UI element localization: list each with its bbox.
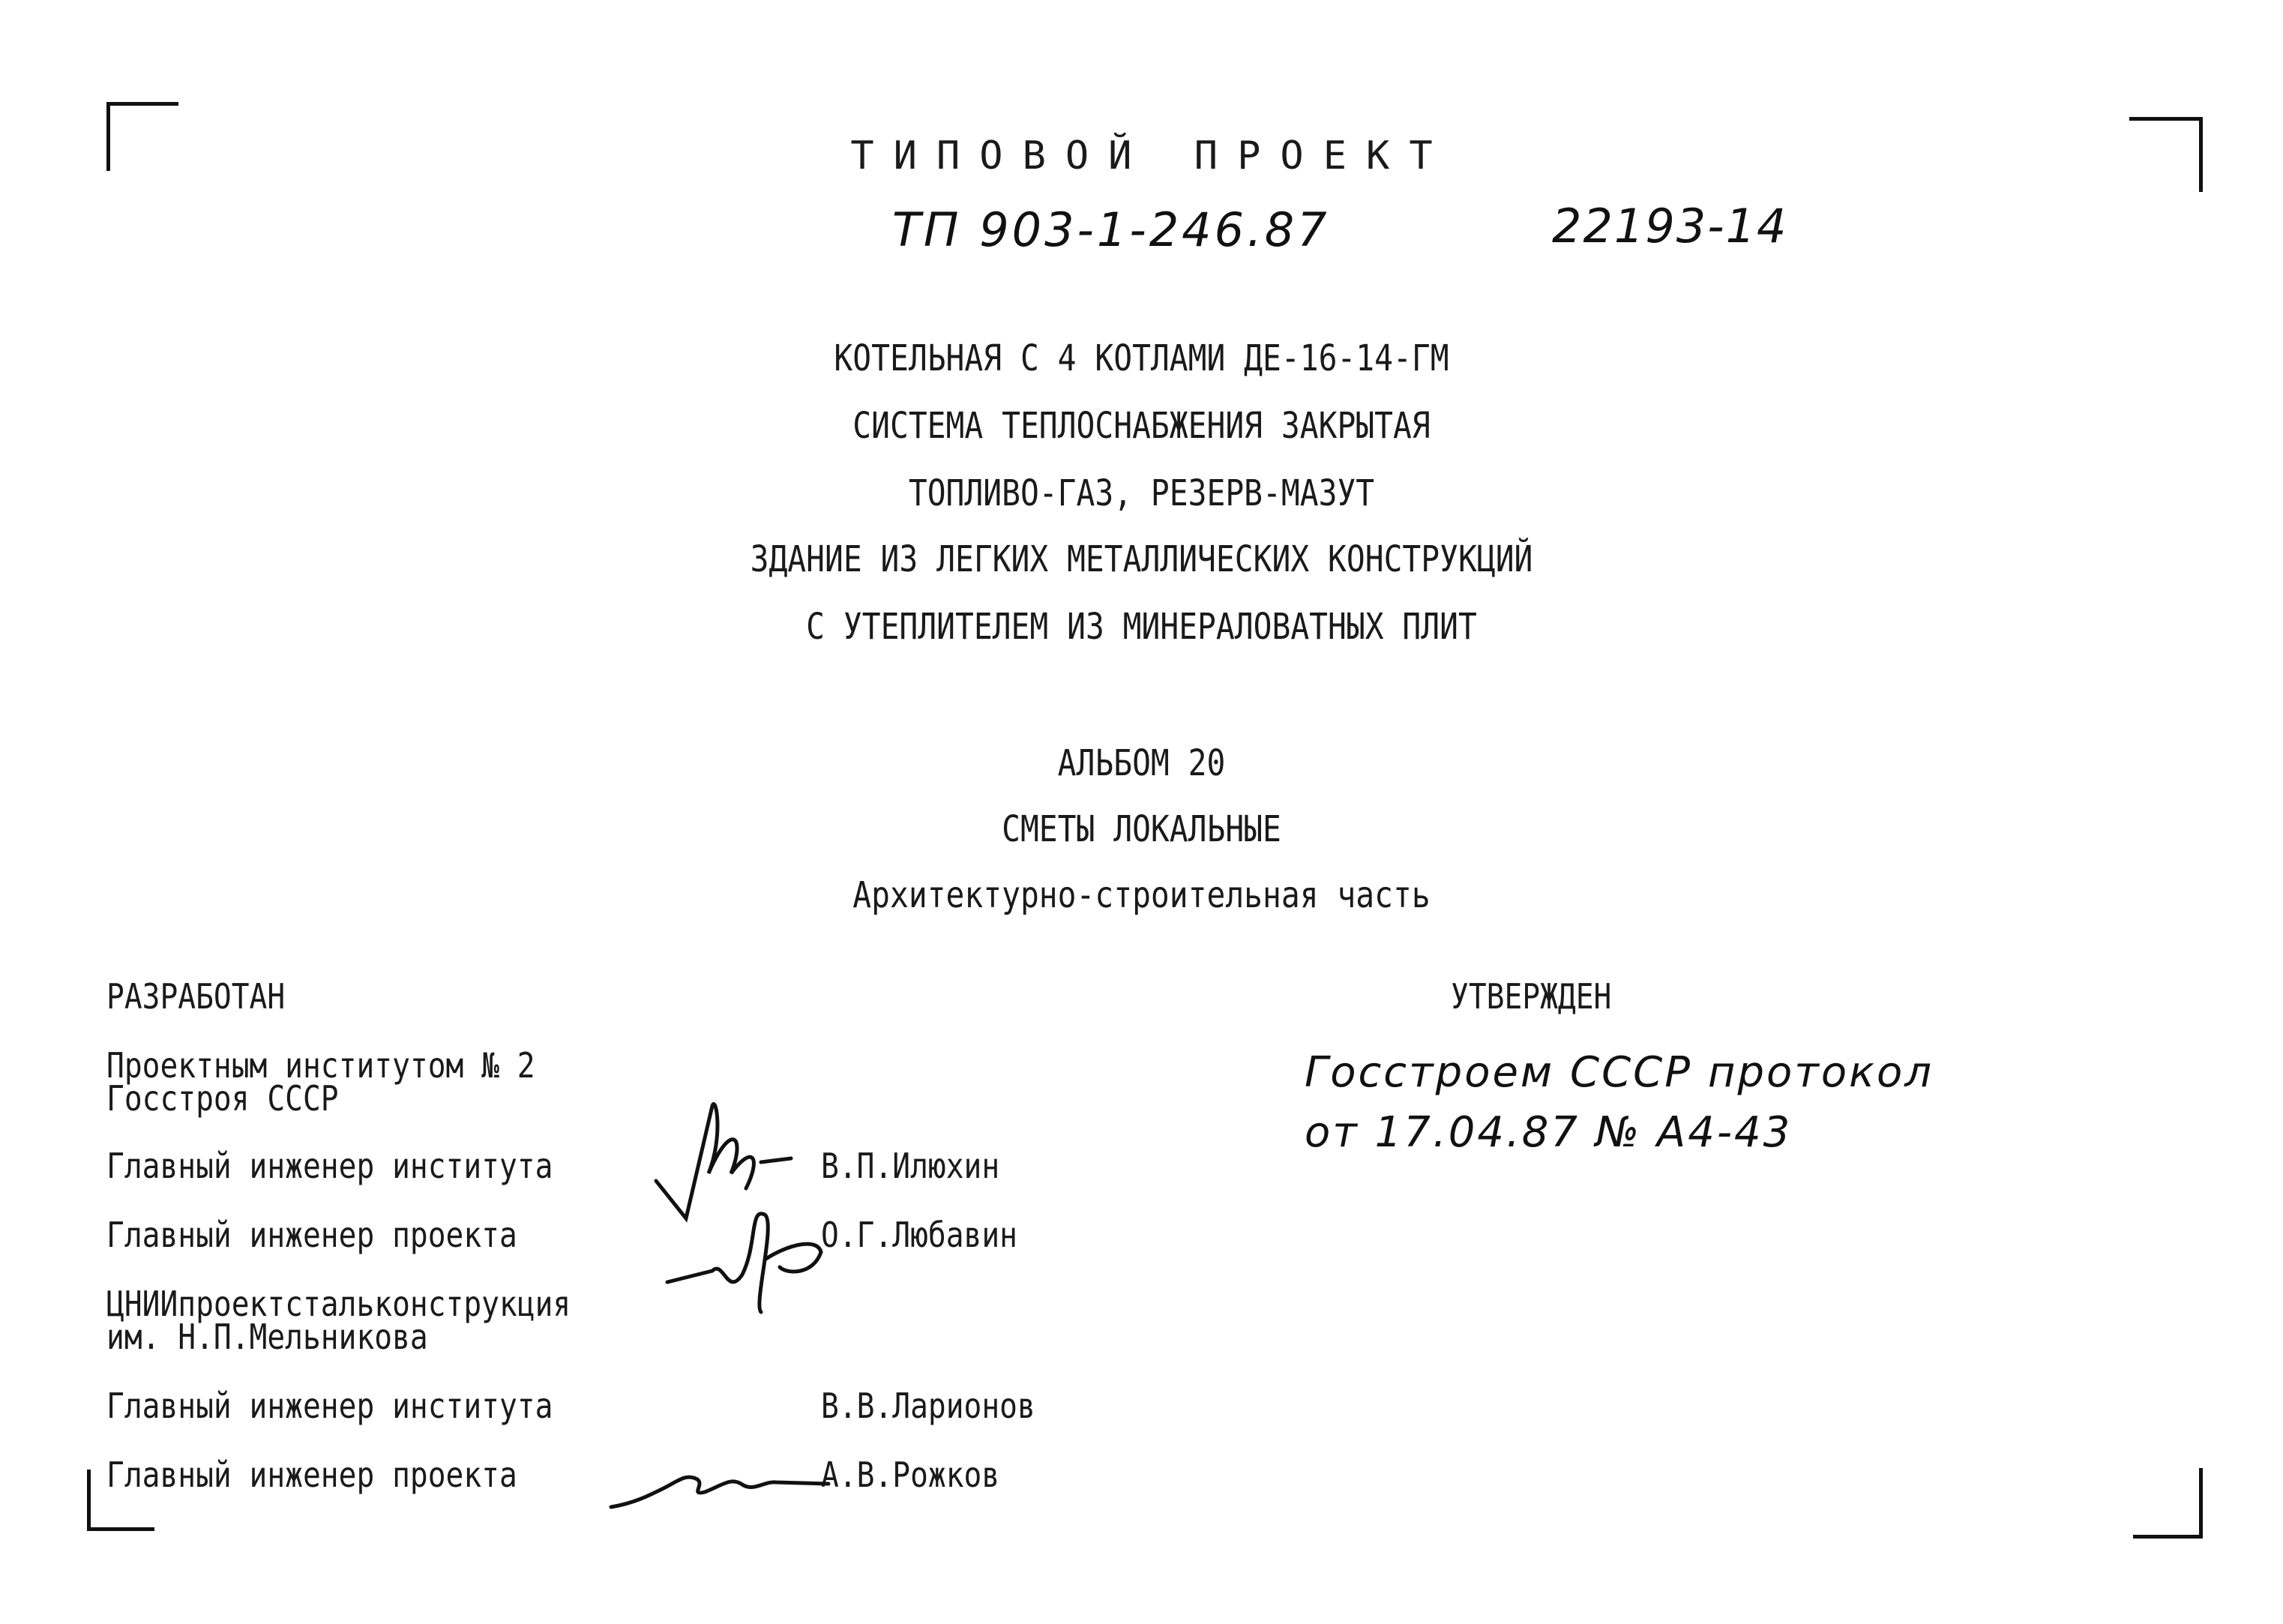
corner-mark-bottom-left-vertical	[87, 1470, 91, 1531]
developed-org2-line2: им. Н.П.Мельникова	[106, 1317, 428, 1357]
developed-org1-line1: Проектным институтом № 2	[106, 1045, 535, 1086]
corner-mark-bottom-left-horizontal	[87, 1527, 154, 1531]
developed-heading: РАЗРАБОТАН	[106, 976, 286, 1017]
row4-role: Главный инженер проекта	[106, 1455, 517, 1495]
document-title: ТИПОВОЙ ПРОЕКТ	[850, 133, 1452, 178]
project-code: ТП 903-1-246.87	[892, 202, 1330, 257]
row2-name: О.Г.Любавин	[821, 1215, 1017, 1255]
row1-name: В.П.Илюхин	[821, 1146, 1000, 1186]
description-line-1: КОТЕЛЬНАЯ С 4 КОТЛАМИ ДЕ-16-14-ГМ	[834, 337, 1449, 379]
approved-line1: Госстроем СССР протокол	[1305, 1048, 1934, 1097]
row3-name: В.В.Ларионов	[821, 1386, 1035, 1426]
row2-role: Главный инженер проекта	[106, 1215, 517, 1255]
row3-role: Главный инженер института	[106, 1386, 553, 1426]
approved-line2: от 17.04.87 № А4-43	[1305, 1108, 1793, 1157]
signature-rozhkov	[604, 1451, 836, 1518]
description-line-3: ТОПЛИВО-ГАЗ, РЕЗЕРВ-МАЗУТ	[908, 472, 1375, 514]
corner-mark-bottom-right-horizontal	[2133, 1535, 2203, 1539]
corner-mark-top-right-horizontal	[2129, 117, 2203, 121]
developed-org1-line2: Госстроя СССР	[106, 1078, 339, 1119]
developed-org2-line1: ЦНИИпроектстальконструкция	[106, 1284, 571, 1324]
signature-lyubavin	[660, 1192, 832, 1320]
description-line-4: ЗДАНИЕ ИЗ ЛЕГКИХ МЕТАЛЛИЧЕСКИХ КОНСТРУКЦИЙ	[750, 538, 1533, 580]
corner-mark-top-left-horizontal	[106, 102, 178, 106]
album-label: АЛЬБОМ 20	[1057, 742, 1226, 784]
description-line-2: СИСТЕМА ТЕПЛОСНАБЖЕНИЯ ЗАКРЫТАЯ	[852, 405, 1431, 447]
row1-role: Главный инженер института	[106, 1146, 553, 1186]
row4-name: А.В.Рожков	[821, 1455, 1000, 1495]
album-subtitle: СМЕТЫ ЛОКАЛЬНЫЕ	[1002, 808, 1281, 850]
album-part: Архитектурно-строительная часть	[852, 874, 1431, 916]
description-line-5: С УТЕПЛИТЕЛЕМ ИЗ МИНЕРАЛОВАТНЫХ ПЛИТ	[806, 606, 1477, 648]
approved-heading: УТВЕРЖДЕН	[1451, 976, 1612, 1017]
corner-mark-bottom-right-vertical	[2199, 1468, 2203, 1539]
archive-number: 22193-14	[1552, 199, 1788, 253]
